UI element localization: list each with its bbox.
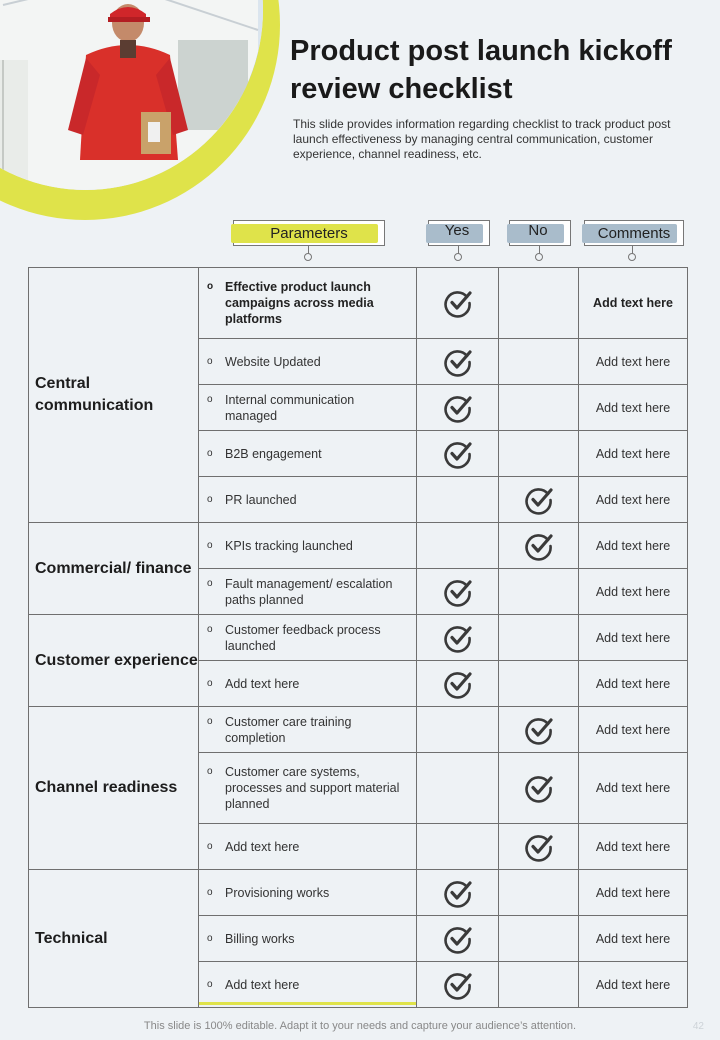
table-row (29, 707, 688, 753)
no-cell[interactable] (499, 339, 579, 385)
parameter-cell (199, 707, 417, 753)
checklist-body (29, 268, 688, 1008)
parameter-label: KPIs tracking launched (225, 538, 353, 553)
parameter-label: Add text here (225, 839, 300, 854)
accent-underline (199, 1002, 416, 1005)
category-cell (29, 870, 199, 1008)
no-cell[interactable] (499, 477, 579, 523)
comment-text: Add text here (593, 296, 673, 310)
check-circle-icon (524, 832, 554, 862)
header-comments-pin-icon (628, 253, 636, 261)
parameter-label: Internal communication managed (225, 392, 355, 423)
bullet-icon: o (207, 447, 213, 459)
comment-text: Add text here (595, 885, 671, 900)
comment-cell[interactable] (579, 523, 688, 569)
parameter-label: Billing works (225, 931, 295, 946)
no-cell[interactable] (499, 870, 579, 916)
comment-cell[interactable] (579, 569, 688, 615)
comment-cell[interactable] (579, 707, 688, 753)
parameter-label: Customer care systems, processes and support material planned (225, 765, 400, 811)
yes-cell[interactable] (417, 661, 499, 707)
check-circle-icon (443, 970, 473, 1000)
parameter-cell (199, 916, 417, 962)
bullet-icon: o (207, 840, 213, 852)
parameter-label: Customer care training completion (225, 714, 352, 745)
bullet-icon: o (207, 493, 213, 505)
comment-cell[interactable] (579, 615, 688, 661)
category-label: Channel readiness (35, 779, 178, 796)
bullet-icon: o (207, 623, 213, 635)
bullet-icon: o (207, 281, 214, 292)
parameter-cell (199, 824, 417, 870)
page-title: Product post launch kickoff review checklist (290, 35, 672, 105)
no-cell[interactable] (499, 707, 579, 753)
table-row (29, 615, 688, 661)
comment-cell[interactable] (579, 339, 688, 385)
yes-cell[interactable] (417, 707, 499, 753)
no-cell[interactable] (499, 569, 579, 615)
header-no (509, 220, 571, 246)
bullet-icon: o (207, 393, 213, 405)
check-circle-icon (443, 288, 473, 318)
no-cell[interactable] (499, 916, 579, 962)
yes-cell[interactable] (417, 962, 499, 1008)
comment-text: Add text here (595, 722, 671, 737)
parameter-label: Effective product launch campaigns across media platforms (225, 280, 374, 326)
comment-text: Add text here (595, 538, 671, 553)
header-no-label: No (528, 221, 548, 239)
page-subtitle: This slide provides information regarding checklist to track product post launch effectiveness by managing central communication, customer experience, channel readiness, etc. (293, 117, 671, 161)
yes-cell[interactable] (417, 385, 499, 431)
no-cell[interactable] (499, 962, 579, 1008)
check-circle-icon (443, 393, 473, 423)
parameter-label: Provisioning works (225, 885, 330, 900)
check-circle-icon (443, 924, 473, 954)
header-parameters-label: Parameters (270, 224, 348, 242)
no-cell[interactable] (499, 385, 579, 431)
page-number: 42 (692, 1021, 704, 1032)
check-circle-icon (443, 669, 473, 699)
parameter-cell (199, 615, 417, 661)
table-row (29, 268, 688, 339)
parameter-label: Add text here (225, 977, 300, 992)
comment-cell[interactable] (579, 477, 688, 523)
yes-cell[interactable] (417, 753, 499, 824)
comment-text: Add text here (595, 977, 671, 992)
bullet-icon: o (207, 577, 213, 589)
category-cell (29, 707, 199, 870)
comment-cell[interactable] (579, 268, 688, 339)
comment-cell[interactable] (579, 661, 688, 707)
category-label: Commercial/ finance (35, 559, 192, 577)
bullet-icon: o (207, 932, 213, 944)
comment-cell[interactable] (579, 824, 688, 870)
no-cell[interactable] (499, 615, 579, 661)
checklist-table (28, 267, 688, 1008)
yes-cell[interactable] (417, 870, 499, 916)
comment-text: Add text here (595, 492, 671, 507)
yes-cell[interactable] (417, 268, 499, 339)
check-circle-icon (524, 715, 554, 745)
comment-text: Add text here (595, 400, 671, 415)
check-circle-icon (443, 439, 473, 469)
parameter-cell (199, 523, 417, 569)
bullet-icon: o (207, 715, 213, 727)
comment-cell[interactable] (579, 916, 688, 962)
footer-note: This slide is 100% editable. Adapt it to your needs and capture your audience’s attention. (143, 1020, 577, 1032)
header-parameters (233, 220, 385, 246)
parameter-cell (199, 477, 417, 523)
delivery-person-illustration (0, 0, 263, 190)
bullet-icon: o (207, 978, 213, 990)
parameter-label: B2B engagement (225, 446, 322, 461)
category-cell (29, 523, 199, 615)
comment-text: Add text here (595, 781, 671, 795)
parameter-cell (199, 268, 417, 339)
check-circle-icon (443, 878, 473, 908)
header-yes (428, 220, 490, 246)
comment-text: Add text here (595, 630, 671, 645)
parameter-label: Website Updated (225, 354, 321, 369)
category-label: Central communication (35, 375, 154, 414)
check-circle-icon (524, 773, 554, 803)
yes-cell[interactable] (417, 477, 499, 523)
yes-cell[interactable] (417, 615, 499, 661)
comment-text: Add text here (595, 584, 671, 599)
parameter-label: Fault management/ escalation paths planned (225, 576, 393, 607)
parameter-cell (199, 339, 417, 385)
hero-photo-frame (0, 0, 280, 220)
header-parameters-pin-icon (304, 253, 312, 261)
category-cell (29, 268, 199, 523)
parameter-cell (199, 431, 417, 477)
parameter-label: PR launched (225, 492, 297, 507)
parameter-cell (199, 870, 417, 916)
yes-cell[interactable] (417, 916, 499, 962)
comment-cell[interactable] (579, 870, 688, 916)
header-yes-pin-icon (454, 253, 462, 261)
parameter-cell (199, 569, 417, 615)
no-cell[interactable] (499, 661, 579, 707)
category-label: Technical (35, 929, 108, 947)
table-row (29, 523, 688, 569)
bullet-icon: o (207, 886, 213, 898)
header-no-pin-icon (535, 253, 543, 261)
comment-cell[interactable] (579, 962, 688, 1008)
header-yes-label: Yes (444, 221, 470, 239)
yes-cell[interactable] (417, 523, 499, 569)
yes-cell[interactable] (417, 339, 499, 385)
parameter-cell (199, 753, 417, 824)
no-cell[interactable] (499, 824, 579, 870)
check-circle-icon (443, 623, 473, 653)
header-comments-label: Comments (597, 224, 671, 242)
hero-photo (0, 0, 263, 190)
no-cell[interactable] (499, 431, 579, 477)
parameter-cell (199, 962, 417, 1008)
yes-cell[interactable] (417, 824, 499, 870)
comment-cell[interactable] (579, 385, 688, 431)
check-circle-icon (524, 531, 554, 561)
parameter-label: Add text here (225, 676, 300, 691)
check-circle-icon (443, 577, 473, 607)
parameter-label: Customer feedback process launched (225, 622, 381, 653)
comment-cell[interactable] (579, 431, 688, 477)
no-cell[interactable] (499, 268, 579, 339)
comment-text: Add text here (595, 446, 671, 461)
comment-text: Add text here (595, 676, 671, 691)
category-label: Customer experience (35, 651, 198, 669)
header-comments (584, 220, 684, 246)
comment-cell[interactable] (579, 753, 688, 824)
comment-text: Add text here (595, 839, 671, 854)
check-circle-icon (524, 485, 554, 515)
parameter-cell (199, 661, 417, 707)
no-cell[interactable] (499, 753, 579, 824)
parameter-cell (199, 385, 417, 431)
bullet-icon: o (207, 355, 213, 367)
bullet-icon: o (207, 766, 213, 777)
yes-cell[interactable] (417, 569, 499, 615)
table-row (29, 870, 688, 916)
bullet-icon: o (207, 677, 213, 689)
category-cell (29, 615, 199, 707)
comment-text: Add text here (595, 354, 671, 369)
yes-cell[interactable] (417, 431, 499, 477)
check-circle-icon (443, 347, 473, 377)
bullet-icon: o (207, 539, 213, 551)
comment-text: Add text here (595, 931, 671, 946)
no-cell[interactable] (499, 523, 579, 569)
